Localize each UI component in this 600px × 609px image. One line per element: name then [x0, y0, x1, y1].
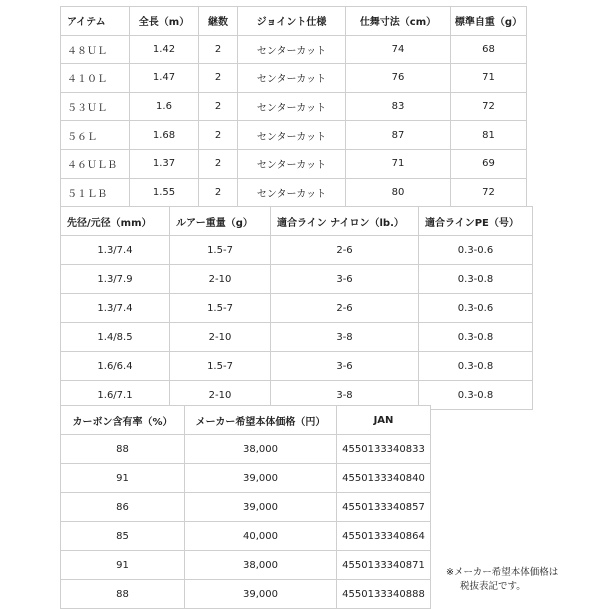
cell-price: 38,000 — [185, 435, 337, 464]
cell-jan: 4550133340857 — [337, 493, 431, 522]
table-row — [61, 121, 527, 150]
cell-weight: 81 — [451, 121, 527, 150]
cell-weight: 69 — [451, 149, 527, 178]
cell-joint: センターカット — [238, 178, 346, 207]
cell-length: 1.42 — [130, 35, 199, 64]
cell-tip-butt: 1.3/7.4 — [61, 236, 170, 265]
cell-jan: 4550133340871 — [337, 551, 431, 580]
cell-price: 39,000 — [185, 580, 337, 609]
cell-tip-butt: 1.4/8.5 — [61, 323, 170, 352]
table-row — [61, 551, 431, 580]
cell-nylon-line: 3-8 — [271, 381, 419, 410]
cell-nylon-line: 3-6 — [271, 352, 419, 381]
cell-item: ５１ＬＢ — [61, 178, 130, 207]
cell-length: 1.47 — [130, 64, 199, 93]
cell-carbon: 91 — [61, 464, 185, 493]
cell-length: 1.68 — [130, 121, 199, 150]
cell-pieces: 2 — [199, 35, 238, 64]
col-header-carbon: カーボン含有率（%） — [61, 406, 185, 435]
cell-item: ５３ＵＬ — [61, 92, 130, 121]
cell-item: ４１０Ｌ — [61, 64, 130, 93]
cell-pe-line: 0.3-0.8 — [419, 265, 533, 294]
cell-joint: センターカット — [238, 64, 346, 93]
price-note — [446, 566, 558, 594]
cell-joint: センターカット — [238, 35, 346, 64]
cell-lure-weight: 2-10 — [170, 381, 271, 410]
table-row — [61, 236, 533, 265]
cell-lure-weight: 1.5-7 — [170, 352, 271, 381]
col-header-nylon-line: 適合ライン ナイロン（lb.） — [271, 207, 419, 236]
table-row — [61, 64, 527, 93]
cell-closed-length: 83 — [346, 92, 451, 121]
cell-closed-length: 80 — [346, 178, 451, 207]
table-row — [61, 149, 527, 178]
cell-item: ４６ＵＬＢ — [61, 149, 130, 178]
spec-table-price — [60, 405, 431, 609]
cell-item: ４８ＵＬ — [61, 35, 130, 64]
cell-nylon-line: 2-6 — [271, 236, 419, 265]
col-header-joint: ジョイント仕様 — [238, 7, 346, 36]
cell-tip-butt: 1.6/7.1 — [61, 381, 170, 410]
table-row — [61, 435, 431, 464]
cell-weight: 71 — [451, 64, 527, 93]
cell-pieces: 2 — [199, 149, 238, 178]
cell-tip-butt: 1.3/7.4 — [61, 294, 170, 323]
cell-pe-line: 0.3-0.8 — [419, 352, 533, 381]
cell-tip-butt: 1.6/6.4 — [61, 352, 170, 381]
col-header-pieces: 継数 — [199, 7, 238, 36]
table-row — [61, 265, 533, 294]
cell-carbon: 85 — [61, 522, 185, 551]
cell-pe-line: 0.3-0.8 — [419, 323, 533, 352]
cell-lure-weight: 1.5-7 — [170, 236, 271, 265]
table-row — [61, 522, 431, 551]
col-header-tip-butt: 先径/元径（mm） — [61, 207, 170, 236]
cell-price: 39,000 — [185, 464, 337, 493]
cell-price: 38,000 — [185, 551, 337, 580]
cell-jan: 4550133340833 — [337, 435, 431, 464]
cell-weight: 68 — [451, 35, 527, 64]
cell-price: 40,000 — [185, 522, 337, 551]
col-header-length: 全長（m） — [130, 7, 199, 36]
table-row — [61, 178, 527, 207]
cell-carbon: 88 — [61, 435, 185, 464]
col-header-lure-weight: ルアー重量（g） — [170, 207, 271, 236]
cell-length: 1.55 — [130, 178, 199, 207]
cell-length: 1.6 — [130, 92, 199, 121]
cell-pieces: 2 — [199, 121, 238, 150]
col-header-jan: JAN — [337, 406, 431, 435]
cell-carbon: 88 — [61, 580, 185, 609]
cell-closed-length: 76 — [346, 64, 451, 93]
price-note-line-1: ※メーカー希望本体価格は — [446, 567, 559, 578]
cell-tip-butt: 1.3/7.9 — [61, 265, 170, 294]
col-header-weight: 標準自重（g） — [451, 7, 527, 36]
cell-pe-line: 0.3-0.8 — [419, 381, 533, 410]
col-header-item: アイテム — [61, 7, 130, 36]
cell-weight: 72 — [451, 92, 527, 121]
col-header-pe-line: 適合ラインPE（号） — [419, 207, 533, 236]
spec-table-line — [60, 206, 533, 410]
cell-pe-line: 0.3-0.6 — [419, 294, 533, 323]
table-row — [61, 493, 431, 522]
cell-pieces: 2 — [199, 64, 238, 93]
table-row — [61, 323, 533, 352]
header-row — [61, 207, 533, 236]
cell-nylon-line: 3-6 — [271, 265, 419, 294]
cell-carbon: 91 — [61, 551, 185, 580]
cell-lure-weight: 2-10 — [170, 265, 271, 294]
cell-pieces: 2 — [199, 178, 238, 207]
cell-weight: 72 — [451, 178, 527, 207]
table-row — [61, 352, 533, 381]
cell-joint: センターカット — [238, 149, 346, 178]
col-header-closed-length: 仕舞寸法（cm） — [346, 7, 451, 36]
cell-pe-line: 0.3-0.6 — [419, 236, 533, 265]
header-row — [61, 406, 431, 435]
table-row — [61, 92, 527, 121]
cell-jan: 4550133340888 — [337, 580, 431, 609]
cell-lure-weight: 2-10 — [170, 323, 271, 352]
cell-pieces: 2 — [199, 92, 238, 121]
header-row — [61, 7, 527, 36]
cell-nylon-line: 2-6 — [271, 294, 419, 323]
spec-table-basic — [60, 6, 527, 207]
cell-lure-weight: 1.5-7 — [170, 294, 271, 323]
cell-jan: 4550133340864 — [337, 522, 431, 551]
price-note-line-2: 税抜表記です。 — [460, 581, 526, 592]
cell-length: 1.37 — [130, 149, 199, 178]
cell-joint: センターカット — [238, 92, 346, 121]
cell-item: ５６Ｌ — [61, 121, 130, 150]
table-row — [61, 35, 527, 64]
cell-closed-length: 74 — [346, 35, 451, 64]
cell-nylon-line: 3-8 — [271, 323, 419, 352]
col-header-price: メーカー希望本体価格（円） — [185, 406, 337, 435]
cell-closed-length: 87 — [346, 121, 451, 150]
cell-price: 39,000 — [185, 493, 337, 522]
table-row — [61, 294, 533, 323]
table-row — [61, 580, 431, 609]
cell-joint: センターカット — [238, 121, 346, 150]
cell-jan: 4550133340840 — [337, 464, 431, 493]
cell-carbon: 86 — [61, 493, 185, 522]
cell-closed-length: 71 — [346, 149, 451, 178]
table-row — [61, 464, 431, 493]
